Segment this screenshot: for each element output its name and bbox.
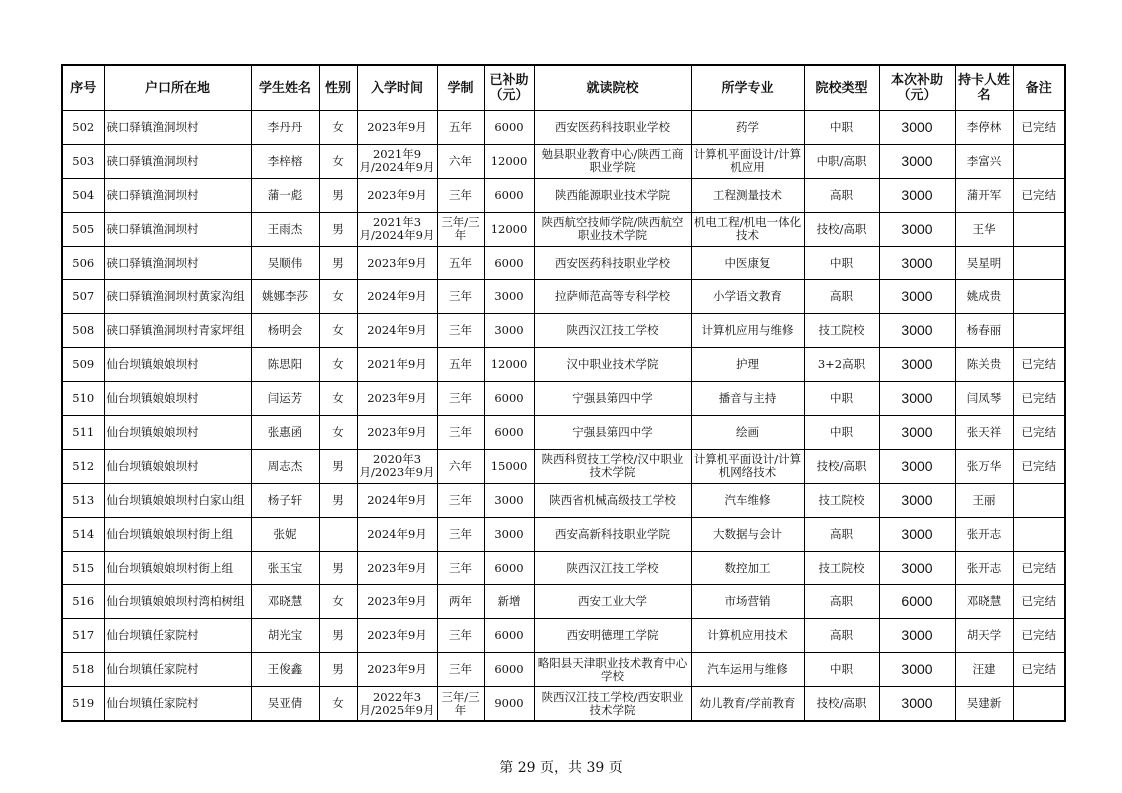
cell-paid-subsidy: 15000: [484, 449, 534, 483]
cell-enroll-date: 2024年9月: [357, 280, 437, 314]
cell-current-subsidy: 3000: [879, 483, 955, 517]
cell-major: 药学: [691, 111, 804, 145]
cell-seq: 518: [62, 653, 104, 687]
cell-student-name: 蒲一彪: [251, 178, 319, 212]
cell-school: 陕西航空技师学院/陕西航空职业技术学院: [534, 212, 691, 246]
cell-duration: 两年: [437, 585, 484, 619]
cell-seq: 505: [62, 212, 104, 246]
cell-current-subsidy: 3000: [879, 246, 955, 280]
cell-school-type: 技校/高职: [804, 687, 879, 721]
cell-seq: 503: [62, 144, 104, 178]
cell-school-type: 技工院校: [804, 483, 879, 517]
table-row: [62, 212, 1065, 246]
cell-remark: [1013, 246, 1065, 280]
cell-paid-subsidy: 12000: [484, 212, 534, 246]
cell-enroll-date: 2021年3月/2024年9月: [357, 212, 437, 246]
cell-cardholder: 胡天学: [955, 619, 1013, 653]
cell-current-subsidy: 3000: [879, 517, 955, 551]
cell-gender: 男: [319, 246, 357, 280]
cell-remark: 已完结: [1013, 348, 1065, 382]
cell-current-subsidy: 3000: [879, 382, 955, 416]
cell-enroll-date: 2023年9月: [357, 178, 437, 212]
cell-cardholder: 李富兴: [955, 144, 1013, 178]
header-school: 就读院校: [534, 65, 691, 111]
cell-seq: 506: [62, 246, 104, 280]
cell-school: 勉县职业教育中心/陕西工商职业学院: [534, 144, 691, 178]
cell-paid-subsidy: 6000: [484, 382, 534, 416]
cell-household: 仙台坝镇娘娘坝村街上组: [104, 517, 251, 551]
cell-enroll-date: 2023年9月: [357, 551, 437, 585]
cell-household: 硖口驿镇渔洞坝村: [104, 246, 251, 280]
cell-paid-subsidy: 3000: [484, 280, 534, 314]
header-paid-subsidy: 已补助（元）: [484, 65, 534, 111]
cell-enroll-date: 2023年9月: [357, 619, 437, 653]
cell-major: 计算机应用技术: [691, 619, 804, 653]
header-enroll-date: 入学时间: [357, 65, 437, 111]
cell-cardholder: 张开志: [955, 517, 1013, 551]
cell-enroll-date: 2023年9月: [357, 585, 437, 619]
cell-cardholder: 张万华: [955, 449, 1013, 483]
cell-remark: 已完结: [1013, 551, 1065, 585]
cell-remark: 已完结: [1013, 619, 1065, 653]
cell-remark: 已完结: [1013, 416, 1065, 450]
cell-cardholder: 汪建: [955, 653, 1013, 687]
cell-school-type: 高职: [804, 280, 879, 314]
cell-school: 陕西汉江技工学校/西安职业技术学院: [534, 687, 691, 721]
cell-duration: 五年: [437, 348, 484, 382]
cell-remark: [1013, 280, 1065, 314]
cell-cardholder: 王丽: [955, 483, 1013, 517]
cell-student-name: 胡光宝: [251, 619, 319, 653]
cell-school: 西安高新科技职业学院: [534, 517, 691, 551]
table-row: [62, 517, 1065, 551]
cell-cardholder: 杨春丽: [955, 314, 1013, 348]
cell-major: 计算机平面设计/计算机网络技术: [691, 449, 804, 483]
cell-major: 数控加工: [691, 551, 804, 585]
cell-school: 陕西汉江技工学校: [534, 314, 691, 348]
cell-remark: [1013, 687, 1065, 721]
cell-cardholder: 蒲开军: [955, 178, 1013, 212]
cell-remark: [1013, 483, 1065, 517]
cell-cardholder: 陈关贵: [955, 348, 1013, 382]
cell-household: 仙台坝镇娘娘坝村街上组: [104, 551, 251, 585]
cell-current-subsidy: 3000: [879, 348, 955, 382]
header-gender: 性别: [319, 65, 357, 111]
cell-student-name: 杨明会: [251, 314, 319, 348]
cell-enroll-date: 2023年9月: [357, 416, 437, 450]
cell-household: 硖口驿镇渔洞坝村青家坪组: [104, 314, 251, 348]
cell-enroll-date: 2024年9月: [357, 483, 437, 517]
cell-school-type: 高职: [804, 178, 879, 212]
cell-cardholder: 吴建新: [955, 687, 1013, 721]
header-current-subsidy: 本次补助（元）: [879, 65, 955, 111]
cell-household: 仙台坝镇娘娘坝村湾柏树组: [104, 585, 251, 619]
cell-cardholder: 张开志: [955, 551, 1013, 585]
cell-duration: 三年: [437, 178, 484, 212]
cell-seq: 515: [62, 551, 104, 585]
cell-school-type: 高职: [804, 585, 879, 619]
cell-school-type: 3+2高职: [804, 348, 879, 382]
cell-paid-subsidy: 新增: [484, 585, 534, 619]
cell-student-name: 闫运芳: [251, 382, 319, 416]
cell-current-subsidy: 3000: [879, 449, 955, 483]
cell-duration: 三年: [437, 382, 484, 416]
cell-student-name: 张玉宝: [251, 551, 319, 585]
cell-current-subsidy: 3000: [879, 144, 955, 178]
cell-current-subsidy: 3000: [879, 551, 955, 585]
cell-household: 仙台坝镇娘娘坝村: [104, 348, 251, 382]
cell-remark: 已完结: [1013, 449, 1065, 483]
cell-remark: 已完结: [1013, 111, 1065, 145]
cell-duration: 五年: [437, 246, 484, 280]
table-row: [62, 280, 1065, 314]
cell-enroll-date: 2024年9月: [357, 517, 437, 551]
cell-paid-subsidy: 6000: [484, 551, 534, 585]
cell-gender: 男: [319, 653, 357, 687]
cell-gender: 女: [319, 687, 357, 721]
cell-gender: 女: [319, 585, 357, 619]
cell-enroll-date: 2023年9月: [357, 246, 437, 280]
cell-household: 仙台坝镇娘娘坝村: [104, 416, 251, 450]
cell-seq: 516: [62, 585, 104, 619]
header-student-name: 学生姓名: [251, 65, 319, 111]
cell-school-type: 中职/高职: [804, 144, 879, 178]
cell-school: 宁强县第四中学: [534, 382, 691, 416]
table-row: [62, 382, 1065, 416]
cell-seq: 508: [62, 314, 104, 348]
table-row: [62, 246, 1065, 280]
cell-paid-subsidy: 9000: [484, 687, 534, 721]
header-seq: 序号: [62, 65, 104, 111]
cell-household: 仙台坝镇娘娘坝村白家山组: [104, 483, 251, 517]
cell-major: 大数据与会计: [691, 517, 804, 551]
cell-seq: 502: [62, 111, 104, 145]
cell-household: 硖口驿镇渔洞坝村: [104, 111, 251, 145]
table-row: [62, 619, 1065, 653]
cell-paid-subsidy: 3000: [484, 314, 534, 348]
table-row: [62, 111, 1065, 145]
cell-current-subsidy: 6000: [879, 585, 955, 619]
cell-cardholder: 张天祥: [955, 416, 1013, 450]
cell-household: 硖口驿镇渔洞坝村: [104, 212, 251, 246]
cell-major: 汽车维修: [691, 483, 804, 517]
cell-major: 市场营销: [691, 585, 804, 619]
cell-gender: 男: [319, 178, 357, 212]
cell-school: 西安工业大学: [534, 585, 691, 619]
table-row: [62, 653, 1065, 687]
cell-remark: 已完结: [1013, 382, 1065, 416]
cell-remark: [1013, 314, 1065, 348]
cell-cardholder: 闫凤琴: [955, 382, 1013, 416]
header-major: 所学专业: [691, 65, 804, 111]
cell-gender: [319, 517, 357, 551]
cell-paid-subsidy: 3000: [484, 483, 534, 517]
cell-school: 西安明德理工学院: [534, 619, 691, 653]
cell-seq: 514: [62, 517, 104, 551]
cell-major: 护理: [691, 348, 804, 382]
cell-current-subsidy: 3000: [879, 653, 955, 687]
cell-enroll-date: 2023年9月: [357, 382, 437, 416]
cell-paid-subsidy: 6000: [484, 653, 534, 687]
header-remark: 备注: [1013, 65, 1065, 111]
cell-student-name: 李丹丹: [251, 111, 319, 145]
table-row: [62, 178, 1065, 212]
cell-duration: 五年: [437, 111, 484, 145]
cell-gender: 女: [319, 314, 357, 348]
cell-enroll-date: 2021年9月: [357, 348, 437, 382]
header-cardholder: 持卡人姓名: [955, 65, 1013, 111]
cell-cardholder: 李停林: [955, 111, 1013, 145]
cell-student-name: 张妮: [251, 517, 319, 551]
table-header-row: [62, 65, 1065, 111]
cell-paid-subsidy: 12000: [484, 144, 534, 178]
cell-seq: 507: [62, 280, 104, 314]
cell-cardholder: 王华: [955, 212, 1013, 246]
table-row: [62, 449, 1065, 483]
cell-duration: 六年: [437, 449, 484, 483]
cell-duration: 六年: [437, 144, 484, 178]
cell-major: 计算机平面设计/计算机应用: [691, 144, 804, 178]
cell-enroll-date: 2023年9月: [357, 111, 437, 145]
cell-duration: 三年: [437, 619, 484, 653]
table-row: [62, 687, 1065, 721]
cell-student-name: 邓晓慧: [251, 585, 319, 619]
cell-remark: 已完结: [1013, 178, 1065, 212]
cell-duration: 三年: [437, 551, 484, 585]
cell-school-type: 技校/高职: [804, 449, 879, 483]
cell-paid-subsidy: 12000: [484, 348, 534, 382]
cell-paid-subsidy: 6000: [484, 178, 534, 212]
cell-school-type: 中职: [804, 111, 879, 145]
cell-household: 仙台坝镇任家院村: [104, 619, 251, 653]
page-number: 第 29 页，共 39 页: [499, 760, 623, 776]
cell-duration: 三年/三年: [437, 687, 484, 721]
cell-school: 陕西省机械高级技工学校: [534, 483, 691, 517]
table-row: [62, 348, 1065, 382]
cell-gender: 男: [319, 619, 357, 653]
cell-seq: 509: [62, 348, 104, 382]
cell-major: 工程测量技术: [691, 178, 804, 212]
cell-remark: 已完结: [1013, 653, 1065, 687]
cell-major: 绘画: [691, 416, 804, 450]
cell-student-name: 吴亚倩: [251, 687, 319, 721]
cell-household: 仙台坝镇任家院村: [104, 653, 251, 687]
cell-enroll-date: 2020年3月/2023年9月: [357, 449, 437, 483]
cell-school: 西安医药科技职业学校: [534, 246, 691, 280]
table-row: [62, 314, 1065, 348]
cell-gender: 男: [319, 212, 357, 246]
table-row: [62, 144, 1065, 178]
cell-enroll-date: 2021年9月/2024年9月: [357, 144, 437, 178]
cell-paid-subsidy: 6000: [484, 416, 534, 450]
cell-student-name: 陈思阳: [251, 348, 319, 382]
cell-seq: 512: [62, 449, 104, 483]
cell-duration: 三年: [437, 653, 484, 687]
cell-duration: 三年: [437, 280, 484, 314]
cell-gender: 女: [319, 348, 357, 382]
cell-school: 西安医药科技职业学校: [534, 111, 691, 145]
cell-household: 硖口驿镇渔洞坝村: [104, 178, 251, 212]
cell-gender: 男: [319, 483, 357, 517]
cell-household: 仙台坝镇任家院村: [104, 687, 251, 721]
cell-school-type: 技工院校: [804, 551, 879, 585]
table-row: [62, 551, 1065, 585]
cell-household: 硖口驿镇渔洞坝村黄家沟组: [104, 280, 251, 314]
cell-school: 宁强县第四中学: [534, 416, 691, 450]
cell-school-type: 中职: [804, 653, 879, 687]
cell-school-type: 技校/高职: [804, 212, 879, 246]
cell-student-name: 周志杰: [251, 449, 319, 483]
cell-major: 播音与主持: [691, 382, 804, 416]
cell-current-subsidy: 3000: [879, 178, 955, 212]
cell-school: 陕西科贸技工学校/汉中职业技术学院: [534, 449, 691, 483]
cell-major: 汽车运用与维修: [691, 653, 804, 687]
cell-paid-subsidy: 6000: [484, 619, 534, 653]
cell-cardholder: 姚成贵: [955, 280, 1013, 314]
header-school-type: 院校类型: [804, 65, 879, 111]
cell-gender: 女: [319, 144, 357, 178]
cell-gender: 女: [319, 111, 357, 145]
cell-remark: 已完结: [1013, 585, 1065, 619]
cell-student-name: 吴顺伟: [251, 246, 319, 280]
cell-seq: 504: [62, 178, 104, 212]
cell-paid-subsidy: 6000: [484, 246, 534, 280]
cell-cardholder: 吴星明: [955, 246, 1013, 280]
cell-household: 硖口驿镇渔洞坝村: [104, 144, 251, 178]
cell-student-name: 李梓榕: [251, 144, 319, 178]
cell-household: 仙台坝镇娘娘坝村: [104, 449, 251, 483]
cell-cardholder: 邓晓慧: [955, 585, 1013, 619]
cell-seq: 511: [62, 416, 104, 450]
cell-duration: 三年/三年: [437, 212, 484, 246]
cell-school-type: 中职: [804, 246, 879, 280]
table-row: [62, 483, 1065, 517]
cell-duration: 三年: [437, 314, 484, 348]
table-row: [62, 585, 1065, 619]
cell-current-subsidy: 3000: [879, 111, 955, 145]
cell-student-name: 王雨杰: [251, 212, 319, 246]
cell-school: 拉萨师范高等专科学校: [534, 280, 691, 314]
cell-remark: [1013, 212, 1065, 246]
cell-duration: 三年: [437, 416, 484, 450]
cell-school-type: 中职: [804, 382, 879, 416]
cell-seq: 519: [62, 687, 104, 721]
subsidy-table: [61, 64, 1066, 722]
cell-duration: 三年: [437, 517, 484, 551]
cell-seq: 513: [62, 483, 104, 517]
cell-enroll-date: 2023年9月: [357, 653, 437, 687]
cell-current-subsidy: 3000: [879, 416, 955, 450]
cell-major: 计算机应用与维修: [691, 314, 804, 348]
cell-student-name: 姚娜李莎: [251, 280, 319, 314]
table-row: [62, 416, 1065, 450]
cell-paid-subsidy: 6000: [484, 111, 534, 145]
cell-gender: 女: [319, 280, 357, 314]
cell-school: 略阳县天津职业技术教育中心学校: [534, 653, 691, 687]
cell-major: 小学语文教育: [691, 280, 804, 314]
cell-duration: 三年: [437, 483, 484, 517]
cell-current-subsidy: 3000: [879, 687, 955, 721]
cell-current-subsidy: 3000: [879, 280, 955, 314]
cell-seq: 510: [62, 382, 104, 416]
cell-student-name: 张惠函: [251, 416, 319, 450]
cell-enroll-date: 2022年3月/2025年9月: [357, 687, 437, 721]
cell-paid-subsidy: 3000: [484, 517, 534, 551]
cell-remark: [1013, 517, 1065, 551]
cell-student-name: 杨子轩: [251, 483, 319, 517]
cell-school: 陕西能源职业技术学院: [534, 178, 691, 212]
cell-gender: 男: [319, 449, 357, 483]
cell-student-name: 王俊鑫: [251, 653, 319, 687]
cell-current-subsidy: 3000: [879, 619, 955, 653]
header-duration: 学制: [437, 65, 484, 111]
cell-major: 幼儿教育/学前教育: [691, 687, 804, 721]
cell-current-subsidy: 3000: [879, 212, 955, 246]
cell-school-type: 高职: [804, 517, 879, 551]
cell-school: 陕西汉江技工学校: [534, 551, 691, 585]
cell-school-type: 高职: [804, 619, 879, 653]
cell-major: 机电工程/机电一体化技术: [691, 212, 804, 246]
cell-gender: 女: [319, 382, 357, 416]
cell-school-type: 技工院校: [804, 314, 879, 348]
cell-current-subsidy: 3000: [879, 314, 955, 348]
cell-remark: [1013, 144, 1065, 178]
cell-major: 中医康复: [691, 246, 804, 280]
cell-household: 仙台坝镇娘娘坝村: [104, 382, 251, 416]
cell-school: 汉中职业技术学院: [534, 348, 691, 382]
cell-enroll-date: 2024年9月: [357, 314, 437, 348]
cell-gender: 男: [319, 551, 357, 585]
cell-school-type: 中职: [804, 416, 879, 450]
cell-gender: 女: [319, 416, 357, 450]
cell-seq: 517: [62, 619, 104, 653]
header-household: 户口所在地: [104, 65, 251, 111]
